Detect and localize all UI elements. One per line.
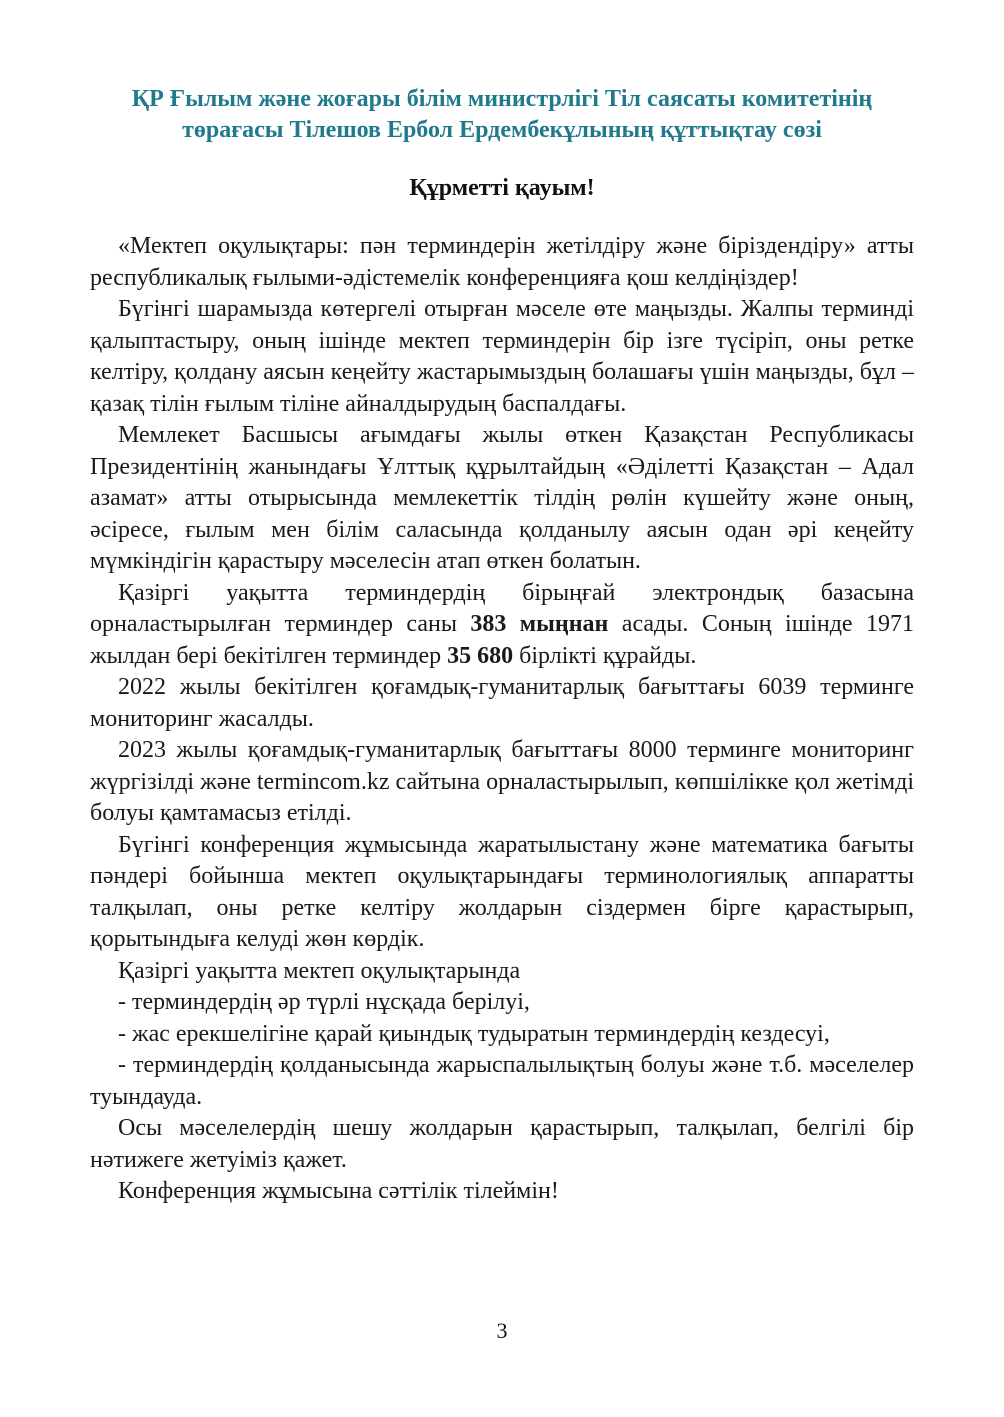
paragraph-4-text-e: бірлікті құрайды.: [513, 642, 697, 669]
approved-terms-count: 35 680: [447, 642, 514, 669]
page-number: 3: [496, 1318, 508, 1343]
speech-body: [90, 231, 914, 1208]
paragraph-3: Мемлекет Басшысы ағымдағы жылы өткен Қазақстан Республикасы Президентінің жанындағы Ұлттық құрылтайдың «Әділетті Қазақстан – Адал азамат» атты отырысында мемлекеттік тілдің рөлін күшейту және оның, әсіресе, ғылым мен білім саласында қолданылу аясын одан әрі кеңейту мүмкіндігін қарастыру мәселесін атап өткен болатын.: [90, 422, 914, 574]
paragraph-2: Бүгінгі шарамызда көтергелі отырған мәселе өте маңызды. Жалпы терминді қалыптастыру, оның ішінде мектеп терминдерін бір ізге түсіріп, оны ретке келтіру, қолдану аясын кеңейту жастарымыздың болашағы үшін маңызды, бұл – қазақ тілін ғылым тіліне айналдырудың баспалдағы.: [90, 296, 914, 417]
paragraph-4-text-c: асады. Соның ішінде 1971 жылдан бері бекітілген терминдер: [90, 611, 914, 669]
paragraph-7: Бүгінгі конференция жұмысында жаратылыстану және математика бағыты пәндері бойынша мектеп оқулықтарындағы терминологиялық аппаратты талқылап, оны ретке келтіру жолдарын сіздермен бірге қарастырып, қорытындыға келуді жөн көрдік.: [90, 831, 914, 952]
terms-total-count: 383 мыңнан: [470, 611, 609, 637]
paragraph-6: 2023 жылы қоғамдық-гуманитарлық бағыттағы 8000 терминге мониторинг жүргізілді және termincom.kz сайтына орналастырылып, көпшілікке қол жетімді болуы қамтамасыз етілді.: [90, 737, 914, 826]
greeting: Құрметті қауым!: [409, 175, 595, 201]
list-item-3: - терминдердің қолданысында жарыспалылықтың болуы және т.б. мәселелер туындауда.: [90, 1052, 914, 1110]
paragraph-12: Осы мәселелердің шешу жолдарын қарастырып, талқылап, белгілі бір нәтижеге жетуіміз қажет.: [90, 1115, 914, 1173]
paragraph-4: [90, 578, 914, 673]
document-title: [90, 84, 914, 146]
paragraph-13: Конференция жұмысына сәттілік тілеймін!: [118, 1178, 559, 1204]
title-line-1: ҚР Ғылым және жоғары білім министрлігі Тіл саясаты комитетінің: [131, 86, 873, 112]
paragraph-1: «Мектеп оқулықтары: пән терминдерін жетілдіру және біріздендіру» атты республикалық ғылыми-әдістемелік конференцияға қош келдіңіздер!: [90, 233, 914, 291]
title-line-2: төрағасы Тілешов Ербол Ердембекұлының құттықтау сөзі: [182, 117, 822, 143]
paragraph-8: Қазіргі уақытта мектеп оқулықтарында: [118, 957, 521, 984]
paragraph-4-text-a: Қазіргі уақытта терминдердің бірыңғай электрондық базасына орналастырылған терминдер саны: [90, 579, 914, 637]
list-item-2: - жас ерекшелігіне қарай қиындық тудыратын терминдердің кездесуі,: [118, 1020, 830, 1047]
paragraph-5: 2022 жылы бекітілген қоғамдық-гуманитарлық бағыттағы 6039 терминге мониторинг жасалды.: [90, 674, 914, 732]
list-item-1: - терминдердің әр түрлі нұсқада берілуі,: [118, 989, 530, 1015]
